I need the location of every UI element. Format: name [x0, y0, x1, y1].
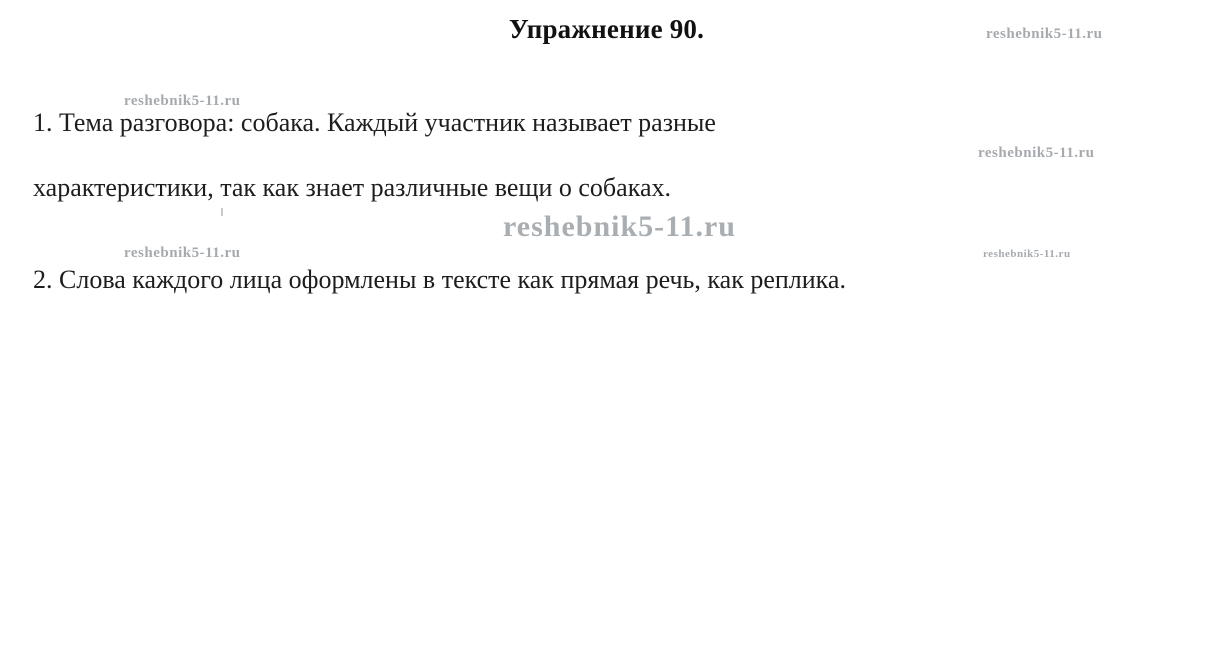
- page-title: Упражнение 90.: [508, 14, 705, 44]
- watermark: reshebnik5-11.ru: [986, 26, 1103, 42]
- answer-line-1: 1. Тема разговора: собака. Каждый участник называет разные: [33, 108, 716, 137]
- scan-artifact: [221, 208, 223, 216]
- watermark: reshebnik5-11.ru: [503, 210, 736, 243]
- watermark: reshebnik5-11.ru: [983, 248, 1071, 260]
- watermark: reshebnik5-11.ru: [978, 145, 1095, 161]
- watermark: reshebnik5-11.ru: [124, 245, 241, 261]
- watermark: reshebnik5-11.ru: [124, 93, 241, 109]
- answer-line-3: 2. Слова каждого лица оформлены в тексте как прямая речь, как реплика.: [33, 265, 846, 294]
- answer-line-2: характеристики, так как знает различные вещи о собаках.: [33, 173, 671, 202]
